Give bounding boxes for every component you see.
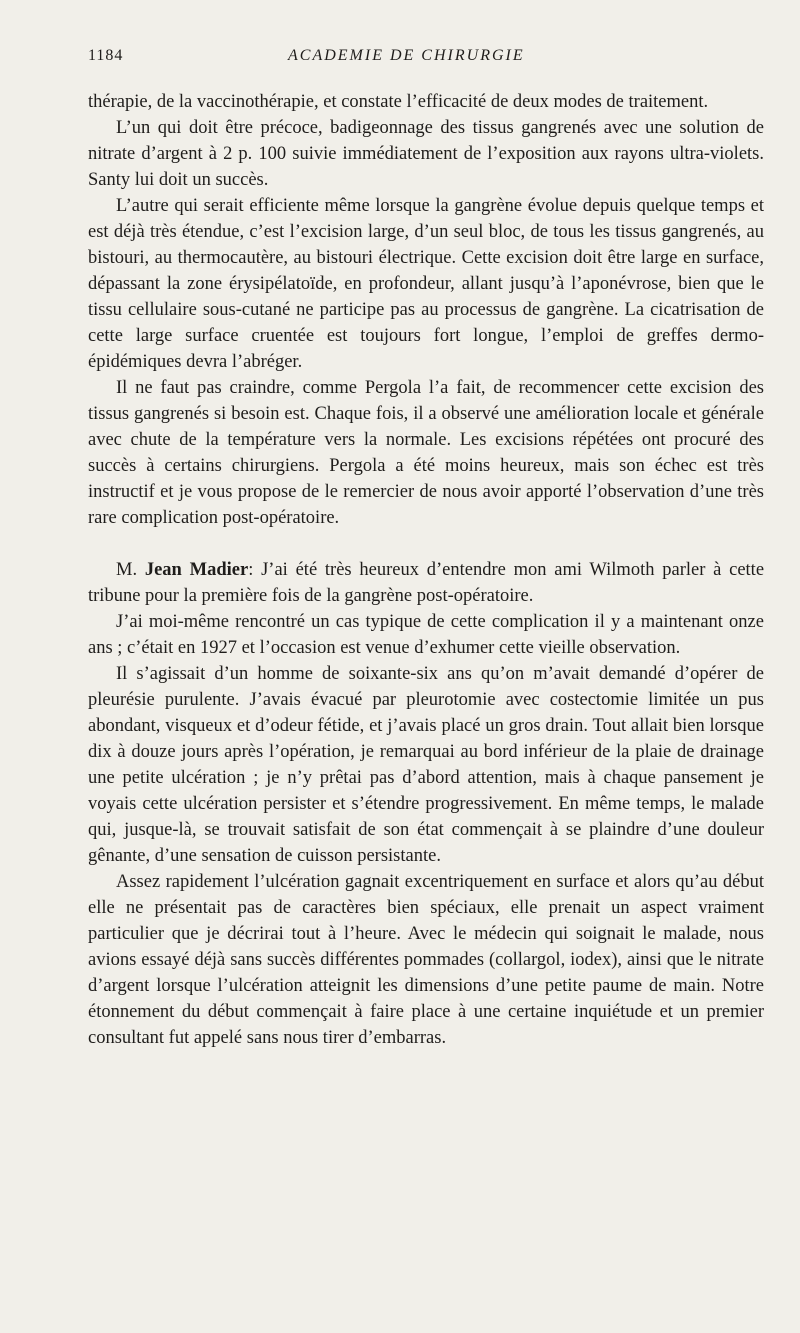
- body-text: [88, 89, 764, 1051]
- speaker-text: J’ai été très heureux d’entendre mon ami Wilmoth parler à cette tribune pour la première fois de la gangrène post-opératoire.: [88, 560, 765, 606]
- speaker-colon: :: [248, 560, 262, 580]
- paragraph: J’ai moi-même rencontré un cas typique de cette complication il y a maintenant onze ans ; c’était en 1927 et l’occasion est venue d’exhumer cette vieille observation.: [88, 612, 764, 658]
- speaker-paragraph: [88, 557, 764, 609]
- paragraph: Il s’agissait d’un homme de soixante-six ans qu’on m’avait demandé d’opérer de pleurésie purulente. J’avais évacué par pleurotomie avec costectomie limitée un pus abondant, visqueux et d’odeur fétide, et j’avais placé un gros drain. Tout allait bien lorsque dix à douze jours après l’opération, je remarquai au bord inférieur de la plaie de drainage une petite ulcération ; je n’y prêtai pas d’abord attention, mais à chaque pansement je voyais cette ulcération persister et s’étendre progressivement. En même temps, le malade qui, jusque-là, se trouvait satisfait de son état commençait à se plaindre d’une douleur gênante, d’une sensation de cuisson persistante.: [88, 664, 764, 866]
- page-header: [88, 47, 760, 71]
- paragraph: Assez rapidement l’ulcération gagnait excentriquement en surface et alors qu’au début elle ne présentait pas de caractères bien spéciaux, elle prenait un aspect vraiment particulier que je décrirai tout à l’heure. Avec le médecin qui soignait le malade, nous avions essayé déjà sans succès différentes pommades (collargol, iodex), ainsi que le nitrate d’argent lorsque l’ulcération atteignit les dimensions d’une petite paume de main. Notre étonnement du début commençait à faire place à une certaine inquiétude et un premier consultant fut appelé sans nous tirer d’embarras.: [88, 872, 764, 1048]
- paragraph: L’un qui doit être précoce, badigeonnage des tissus gangrenés avec une solution de nitrate d’argent à 2 p. 100 suivie immédiatement de l’exposition aux rayons ultra-violets. Santy lui doit un succès.: [88, 118, 764, 190]
- running-title: ACADEMIE DE CHIRURGIE: [288, 47, 525, 64]
- speaker-prefix: M.: [116, 560, 145, 580]
- speaker-name: Jean Madier: [144, 560, 249, 580]
- page-number: 1184: [88, 47, 124, 64]
- paragraph: L’autre qui serait efficiente même lorsque la gangrène évolue depuis quelque temps et est déjà très étendue, c’est l’excision large, d’un seul bloc, de tous les tissus gangrenés, au bistouri, au thermocautère, au bistouri électrique. Cette excision doit être large en surface, dépassant la zone érysipélatoïde, en profondeur, allant jusqu’à l’aponévrose, bien que le tissu cellulaire sous-cutané ne participe pas au processus de gangrène. La cicatrisation de cette large surface cruentée est toujours fort longue, l’emploi de greffes dermo-épidémiques devra l’abréger.: [88, 196, 764, 372]
- paragraph: Il ne faut pas craindre, comme Pergola l’a fait, de recommencer cette excision des tissus gangrenés si besoin est. Chaque fois, il a observé une amélioration locale et générale avec chute de la température vers la normale. Les excisions répétées ont procuré des succès à certains chirurgiens. Pergola a été moins heureux, mais son échec est très instructif et je vous propose de le remercier de nous avoir apporté l’observation d’une très rare complication post-opératoire.: [88, 378, 764, 528]
- paragraph-continuation: thérapie, de la vaccinothérapie, et constate l’efficacité de deux modes de traitement.: [88, 92, 709, 112]
